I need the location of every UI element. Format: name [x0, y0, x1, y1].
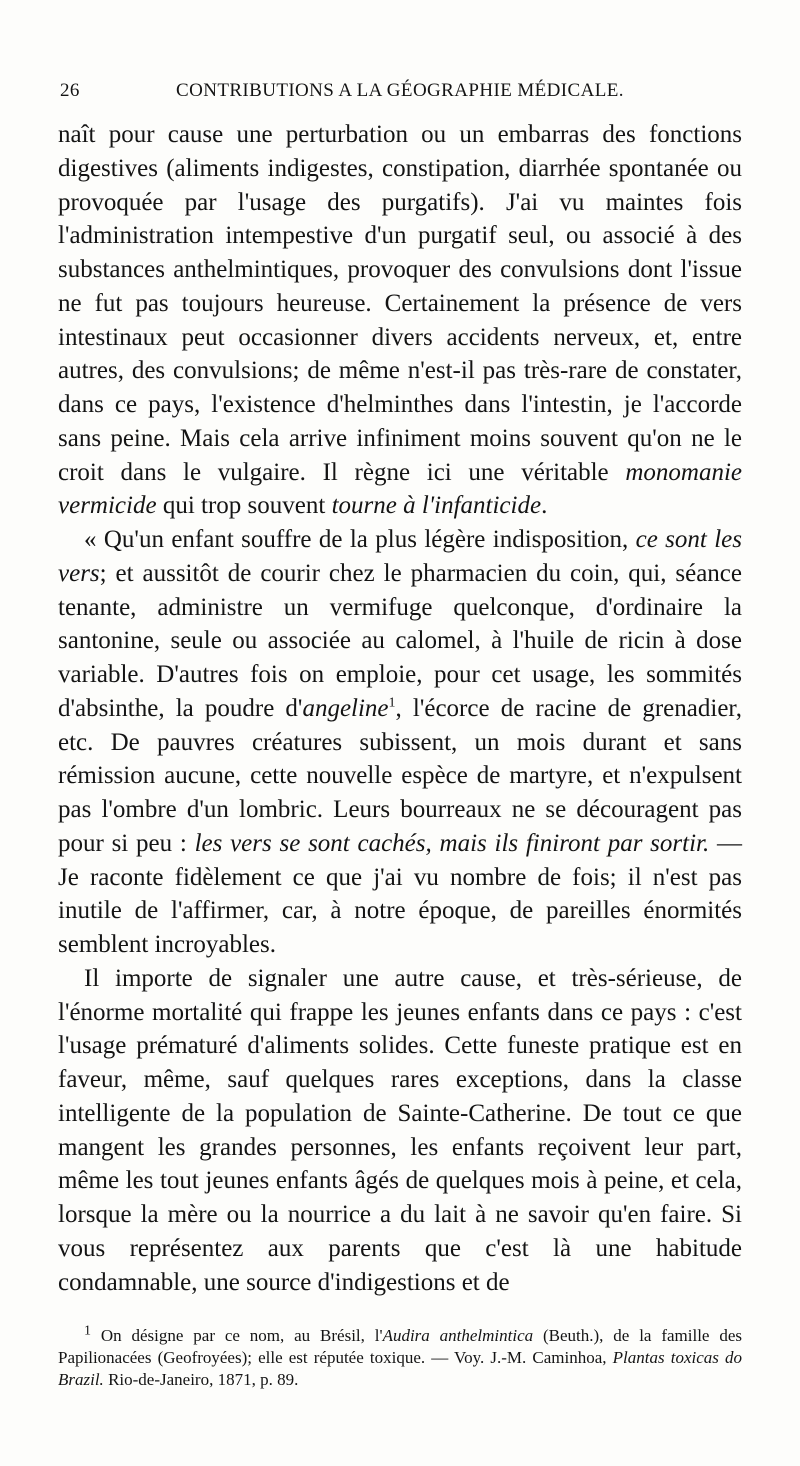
text-run: qui trop souvent [156, 492, 332, 520]
running-title: CONTRIBUTIONS A LA GÉOGRAPHIE MÉDICALE. [176, 80, 624, 101]
text-run: naît pour cause une perturbation ou un embarras des fonctions digestives (aliments indigestes, constipation, diarrhée spontanée ou provoquée par l'usage des purgatifs). J'ai vu maintes fois l'administration intempestive d'un purgatif seul, ou associé à des substances anthelmintiques, provoquer des convulsions dont l'issue ne fut pas toujours heureuse. Certainement la présence de vers intestinaux peut occasionner divers accidents nerveux, et, entre autres, des convulsions; de même n'est-il pas très-rare de constater, dans ce pays, l'existence d'helminthes dans l'intestin, je l'accorde sans peine. Mais cela arrive infiniment moins souvent qu'on ne le croit dans le vulgaire. Il règne ici une véritable [58, 121, 742, 486]
paragraph-2 [58, 523, 742, 962]
page-number: 26 [60, 80, 80, 101]
text-run: On désigne par ce nom, au Brésil, l' [91, 1326, 383, 1345]
italic-run: Audira anthelmintica [382, 1326, 534, 1345]
italic-run: monomanie vermicide [58, 458, 742, 520]
text-run: Rio-de-Janeiro, 1871, p. 89. [103, 1370, 299, 1389]
footnote [58, 1325, 742, 1391]
text-run: — Je raconte fidèlement ce que j'ai vu nombre de fois; il n'est pas inutile de l'affirmer, car, à notre époque, de pareilles énormités semblent incroyables. [58, 829, 743, 958]
footnote-mark: 1 [84, 1323, 91, 1339]
text-run: ; et aussitôt de courir chez le pharmacien du coin, qui, séance tenante, administre un vermifuge quelconque, d'ordinaire la santonine, seule ou associée au calomel, à l'huile de ricin à dose variable. D'autres fois on emploie, pour cet usage, les sommités d'absinthe, la poudre d' [58, 559, 742, 722]
italic-run: Plantas toxicas do Brazil. [58, 1348, 742, 1389]
text-run: , l'écorce de racine de grenadier, etc. De pauvres créatures subissent, un mois durant et sans rémission aucune, cette nouvelle espèce de martyre, et n'expulsent pas l'ombre d'un lombric. Leurs bourreaux ne se découragent pas pour si peu : [58, 694, 742, 857]
italic-run: angeline [302, 694, 389, 722]
paragraph-3: Il importe de signaler une autre cause, et très-sérieuse, de l'énorme mortalité qui frappe les jeunes enfants dans ce pays : c'est l'usage prématuré d'aliments solides. Cette funeste pratique est en faveur, même, sauf quelques rares exceptions, dans la classe intelligente de la population de Sainte-Catherine. De tout ce que mangent les grandes personnes, les enfants reçoivent leur part, même les tout jeunes enfants âgés de quelques mois à peine, et cela, lorsque la mère ou la nourrice a du lait à ne savoir qu'en faire. Si vous représentez aux parents que c'est là une habitude condamnable, une source d'indigestions et de [58, 964, 742, 1296]
italic-run: les vers se sont cachés, mais ils finiront par sortir. [194, 829, 710, 857]
text-run: . [541, 492, 548, 520]
italic-run: ce sont les vers [58, 526, 743, 587]
main-text [58, 118, 742, 1299]
running-header [60, 80, 750, 108]
text-run: (Beuth.), de la famille des Papilionacées (Geofroyées); elle est réputée toxique. — Voy. J.-M. Caminhoa, [58, 1326, 742, 1367]
footnote-reference: 1 [388, 695, 396, 711]
footnote-text [58, 1325, 742, 1391]
text-run: « Qu'un enfant souffre de la plus légère indisposition, [84, 526, 636, 553]
paragraph-1 [58, 118, 742, 523]
italic-run: tourne à l'infanticide [331, 492, 542, 520]
